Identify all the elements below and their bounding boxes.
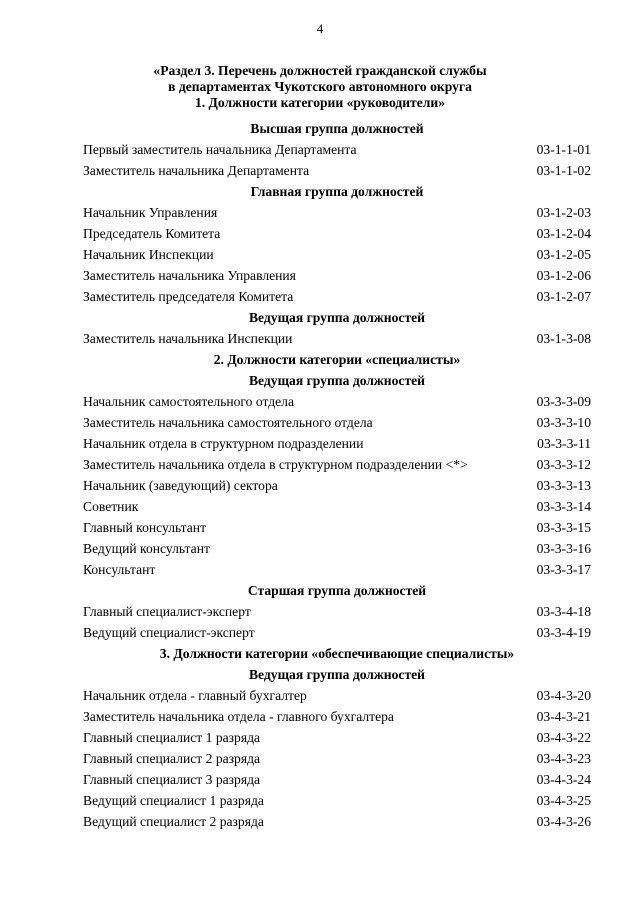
group-heading: 3. Должности категории «обеспечивающие специалисты» <box>159 646 515 661</box>
section-heading <box>0 63 640 111</box>
position-row <box>83 538 591 559</box>
position-row <box>83 517 591 538</box>
page-number: 4 <box>316 21 324 36</box>
position-code: 03-3-3-15 <box>536 520 591 535</box>
position-code: 03-3-3-09 <box>536 394 591 409</box>
position-code: 03-4-3-20 <box>536 688 591 703</box>
position-title: Ведущий специалист 1 разряда <box>83 793 264 808</box>
position-code: 03-4-3-23 <box>536 751 591 766</box>
position-row <box>83 559 591 580</box>
position-row <box>83 706 591 727</box>
position-code: 03-1-1-02 <box>536 163 591 178</box>
position-row <box>83 811 591 832</box>
position-row <box>83 139 591 160</box>
position-title: Ведущий специалист-эксперт <box>83 625 255 640</box>
position-code: 03-4-3-26 <box>536 814 591 829</box>
position-code: 03-4-3-22 <box>536 730 591 745</box>
position-title: Главный специалист 3 разряда <box>83 772 261 787</box>
position-code: 03-3-3-10 <box>536 415 591 430</box>
position-title: Главный специалист 1 разряда <box>83 730 261 745</box>
position-title: Начальник отдела в структурном подразделении <box>83 436 364 451</box>
position-title: Заместитель начальника отдела - главного бухгалтера <box>83 709 394 724</box>
position-title: Начальник самостоятельного отдела <box>83 394 294 409</box>
position-title: Советник <box>83 499 139 514</box>
position-title: Ведущий консультант <box>83 541 210 556</box>
position-code: 03-1-3-08 <box>536 331 591 346</box>
position-row <box>83 496 591 517</box>
section-title: «Раздел 3. Перечень должностей гражданской службы <box>153 63 487 78</box>
position-row <box>83 412 591 433</box>
group-heading: Ведущая группа должностей <box>248 373 425 388</box>
positions-list <box>83 118 591 832</box>
position-code: 03-3-3-12 <box>536 457 591 472</box>
position-row <box>83 328 591 349</box>
position-row <box>83 160 591 181</box>
group-heading: 2. Должности категории «специалисты» <box>213 352 461 367</box>
position-title: Заместитель начальника Инспекции <box>83 331 293 346</box>
position-row <box>83 790 591 811</box>
position-row <box>83 286 591 307</box>
position-row <box>83 454 591 475</box>
position-code: 03-3-3-17 <box>536 562 591 577</box>
group-heading: Ведущая группа должностей <box>248 310 425 325</box>
position-row <box>83 391 591 412</box>
position-row <box>83 475 591 496</box>
position-code: 03-3-3-11 <box>537 436 591 451</box>
position-code: 03-3-4-18 <box>536 604 591 619</box>
group-heading: Старшая группа должностей <box>247 583 427 598</box>
position-title: Начальник Управления <box>83 205 218 220</box>
position-row <box>83 769 591 790</box>
position-title: Заместитель начальника Управления <box>83 268 296 283</box>
position-code: 03-4-3-21 <box>536 709 591 724</box>
position-code: 03-4-3-24 <box>536 772 591 787</box>
position-row <box>83 433 591 454</box>
group-heading: Главная группа должностей <box>250 184 424 199</box>
position-title: Главный консультант <box>83 520 207 535</box>
category-heading: 1. Должности категории «руководители» <box>194 95 446 110</box>
position-code: 03-1-2-03 <box>536 205 591 220</box>
position-code: 03-1-2-04 <box>536 226 591 241</box>
position-code: 03-3-3-14 <box>536 499 591 514</box>
position-title: Начальник (заведующий) сектора <box>83 478 278 493</box>
position-row <box>83 727 591 748</box>
position-row <box>83 748 591 769</box>
position-code: 03-3-4-19 <box>536 625 591 640</box>
position-code: 03-1-2-07 <box>536 289 591 304</box>
position-title: Главный специалист-эксперт <box>83 604 251 619</box>
position-title: Ведущий специалист 2 разряда <box>83 814 264 829</box>
group-heading: Высшая группа должностей <box>250 121 424 136</box>
position-row <box>83 223 591 244</box>
position-row <box>83 265 591 286</box>
position-title: Начальник отдела - главный бухгалтер <box>83 688 307 703</box>
position-title: Начальник Инспекции <box>83 247 214 262</box>
position-title: Заместитель начальника отдела в структурном подразделении <*> <box>83 457 468 472</box>
position-code: 03-1-2-05 <box>536 247 591 262</box>
position-row <box>83 202 591 223</box>
group-heading: Ведущая группа должностей <box>248 667 425 682</box>
position-row <box>83 685 591 706</box>
position-code: 03-4-3-25 <box>536 793 591 808</box>
position-title: Заместитель начальника Департамента <box>83 163 310 178</box>
position-code: 03-3-3-13 <box>536 478 591 493</box>
position-code: 03-3-3-16 <box>536 541 591 556</box>
position-title: Заместитель председателя Комитета <box>83 289 294 304</box>
position-title: Заместитель начальника самостоятельного отдела <box>83 415 373 430</box>
position-title: Председатель Комитета <box>83 226 221 241</box>
section-subtitle: в департаментах Чукотского автономного округа <box>168 79 472 94</box>
position-row <box>83 622 591 643</box>
position-row <box>83 244 591 265</box>
position-title: Первый заместитель начальника Департамента <box>83 142 357 157</box>
position-title: Консультант <box>83 562 156 577</box>
position-code: 03-1-2-06 <box>536 268 591 283</box>
position-code: 03-1-1-01 <box>536 142 591 157</box>
position-row <box>83 601 591 622</box>
position-title: Главный специалист 2 разряда <box>83 751 261 766</box>
